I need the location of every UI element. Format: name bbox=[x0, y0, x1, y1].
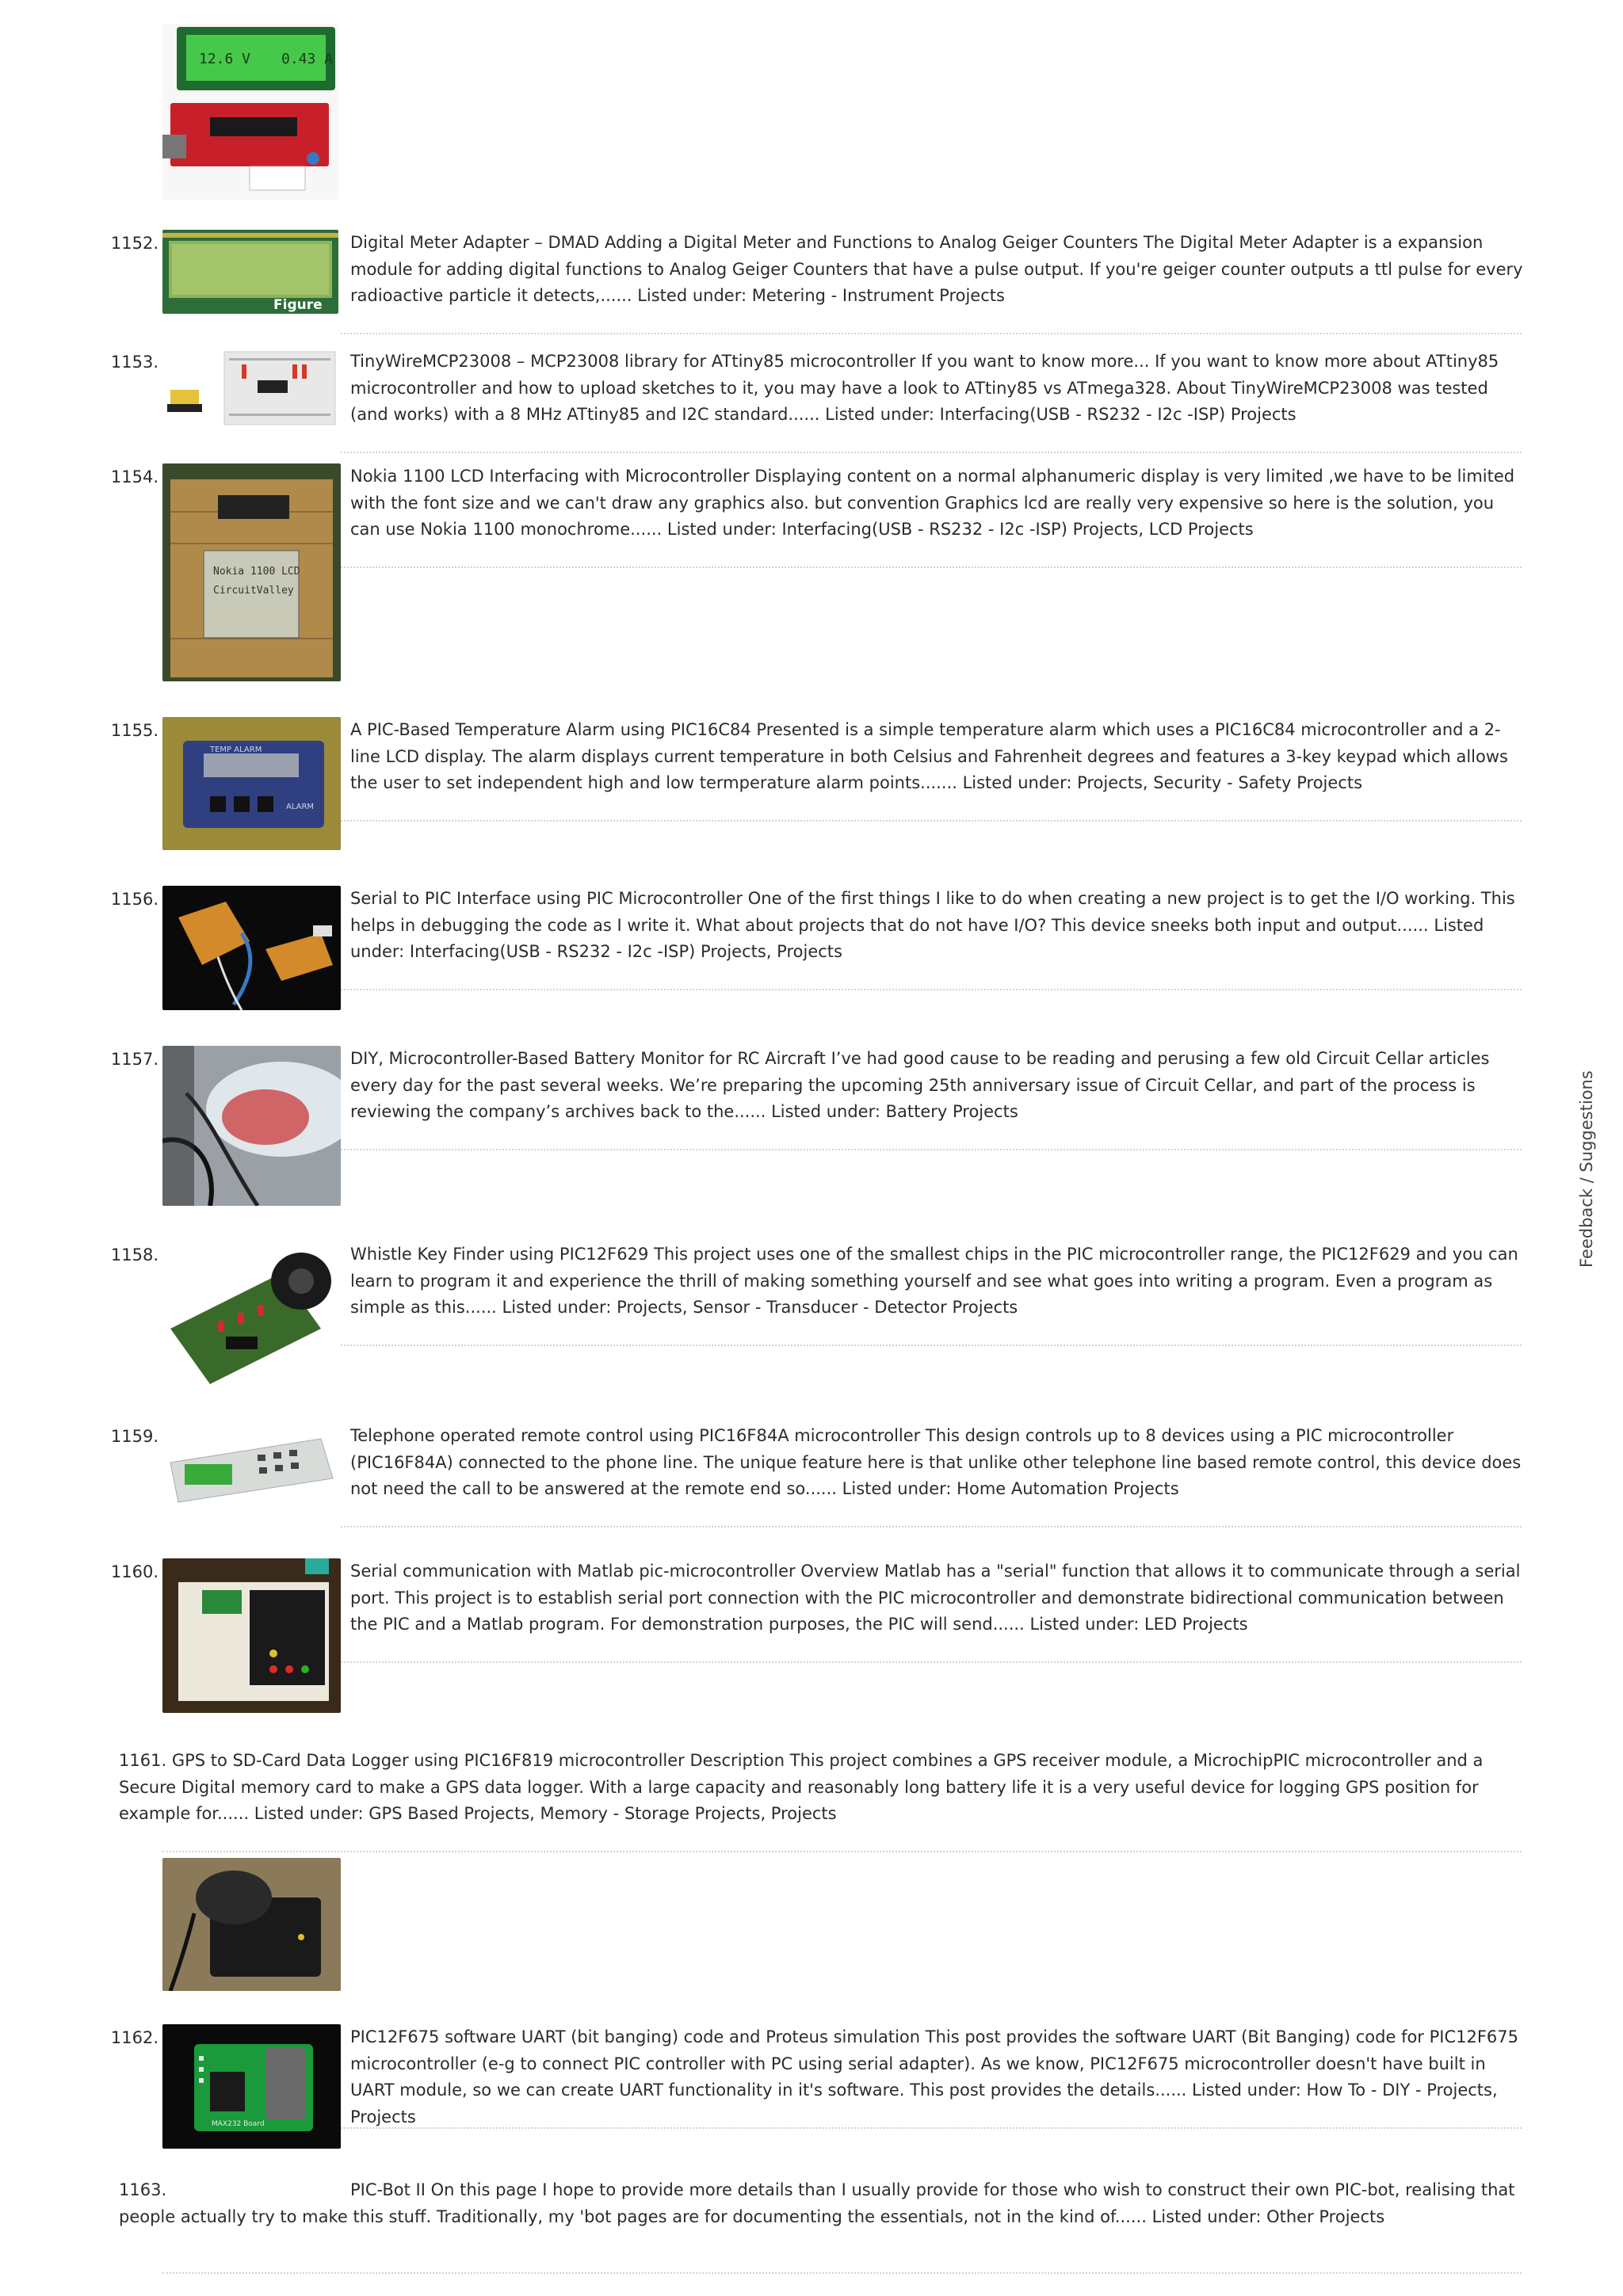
item-number: 1160. bbox=[110, 1562, 158, 1581]
item-description bbox=[350, 1241, 1523, 1322]
item-number: 1156. bbox=[110, 890, 158, 909]
item-number: 1155. bbox=[110, 721, 158, 740]
project-thumbnail[interactable] bbox=[162, 24, 338, 200]
item-description bbox=[350, 230, 1523, 310]
item-category-link[interactable]: Listed under: How To - DIY - Projects, Projects bbox=[350, 2081, 1498, 2126]
item-title-link[interactable]: Whistle Key Finder using PIC12F629 bbox=[350, 1245, 649, 1264]
project-thumbnail[interactable] bbox=[162, 230, 338, 314]
item-title-link[interactable]: PIC12F675 software UART (bit banging) code and Proteus simulation bbox=[350, 2027, 921, 2046]
item-divider bbox=[341, 452, 1522, 453]
project-thumbnail[interactable] bbox=[162, 1423, 341, 1510]
project-thumbnail[interactable] bbox=[162, 1241, 341, 1392]
item-number: 1154. bbox=[110, 467, 158, 486]
item-divider bbox=[341, 989, 1522, 990]
item-excerpt: If you want to know more... If you want to know more about ATtiny85 microcontroller and how to upload sketches to it, you may have a look to ATtiny85 vs ATmega328. About TinyWireMCP23008 was tested (and works) with a 8 MHz ATtiny85 and I2C standard...... bbox=[350, 352, 1499, 424]
project-thumbnail[interactable] bbox=[162, 1858, 341, 1991]
feedback-label[interactable]: Feedback / Suggestions bbox=[1577, 1070, 1596, 1268]
item-number: 1161. bbox=[119, 1751, 167, 1770]
project-thumbnail[interactable] bbox=[162, 1558, 341, 1713]
item-description bbox=[350, 1046, 1523, 1126]
item-excerpt: This post provides the software UART (Bit Banging) code for PIC12F675 microcontroller (e-g to connect PIC controller with PC using serial adapter). As we know, PIC12F675 microcontroller doesn't have built in UART module, so we can create UART functionality in it's software. This post provides the details...... bbox=[350, 2027, 1519, 2100]
item-title-link[interactable]: Telephone operated remote control using PIC16F84A microcontroller bbox=[350, 1426, 921, 1445]
item-number: 1163. bbox=[119, 2180, 167, 2199]
item-title-link[interactable]: GPS to SD-Card Data Logger using PIC16F819 microcontroller bbox=[171, 1751, 685, 1770]
item-divider bbox=[341, 1344, 1522, 1346]
item-category-link[interactable]: Listed under: Projects, Sensor - Transducer - Detector Projects bbox=[502, 1298, 1018, 1317]
item-description bbox=[350, 886, 1523, 966]
item-excerpt: Description This project combines a GPS receiver module, a MicrochipPIC microcontroller and a Secure Digital memory card to make a GPS data logger. With a large capacity and reasonably long battery life it is a very useful device for logging GPS position for example for...... bbox=[119, 1751, 1484, 1823]
item-divider bbox=[341, 1526, 1522, 1527]
item-number: 1162. bbox=[110, 2028, 158, 2047]
image-text: CircuitValley bbox=[213, 585, 294, 597]
item-category-link[interactable]: Listed under: LED Projects bbox=[1029, 1615, 1248, 1634]
item-number: 1157. bbox=[110, 1050, 158, 1069]
item-number: 1158. bbox=[110, 1245, 158, 1264]
item-description bbox=[350, 463, 1523, 543]
item-description bbox=[350, 1423, 1523, 1503]
item-excerpt: Overview Matlab has a "serial" function that allows it to communicate through a serial port. This project is to establish serial port connection with the PIC microcontroller and demonstrate bidirectional communication between the PIC and a Matlab program. For demonstration purposes, the PIC will send...... bbox=[350, 1562, 1521, 1634]
item-category-link[interactable]: Listed under: Projects, Security - Safety Projects bbox=[962, 773, 1363, 792]
item-number: 1159. bbox=[110, 1427, 158, 1446]
item-title-link[interactable]: Nokia 1100 LCD Interfacing with Microcontroller bbox=[350, 467, 750, 486]
item-divider bbox=[341, 1661, 1522, 1663]
item-description bbox=[119, 2177, 1522, 2230]
item-category-link[interactable]: Listed under: Metering - Instrument Projects bbox=[637, 286, 1005, 305]
image-text: Nokia 1100 LCD bbox=[213, 566, 300, 578]
project-thumbnail[interactable] bbox=[162, 717, 341, 850]
image-text: ALARM bbox=[286, 803, 315, 811]
item-title-link[interactable]: Digital Meter Adapter – DMAD bbox=[350, 233, 600, 252]
item-title-link[interactable]: Serial to PIC Interface using PIC Microcontroller bbox=[350, 889, 743, 908]
item-number: 1152. bbox=[110, 234, 158, 253]
item-category-link[interactable]: Listed under: Interfacing(USB - RS232 - I2c -ISP) Projects bbox=[825, 405, 1296, 424]
project-thumbnail[interactable] bbox=[162, 1046, 341, 1206]
item-excerpt: Presented is a simple temperature alarm which uses a PIC16C84 microcontroller and a 2-line LCD display. The alarm displays current temperature in both Celsius and Fahrenheit degrees and features a 3-key keypad which allows the user to set independent high and low termperature alarm points....... bbox=[350, 720, 1508, 792]
item-title-link[interactable]: TinyWireMCP23008 – MCP23008 library for ATtiny85 microcontroller bbox=[350, 352, 916, 371]
item-description bbox=[119, 1748, 1522, 1828]
item-title-link[interactable]: Serial communication with Matlab pic-microcontroller bbox=[350, 1562, 796, 1581]
project-thumbnail[interactable] bbox=[162, 349, 338, 429]
item-divider bbox=[341, 2127, 1522, 2129]
item-excerpt: Displaying content on a normal alphanumeric display is very limited ,we have to be limited with the font size and we can't draw any graphics also. but convention Graphics lcd are really very expensive so here is the solution, you can use Nokia 1100 monochrome...... bbox=[350, 467, 1515, 539]
lcd-current-text: 0.43 A bbox=[281, 51, 334, 67]
item-divider bbox=[341, 566, 1522, 568]
item-title-link[interactable]: DIY, Microcontroller-Based Battery Monitor for RC Aircraft bbox=[350, 1049, 826, 1068]
item-divider bbox=[341, 333, 1522, 334]
item-divider bbox=[341, 1149, 1522, 1150]
project-thumbnail[interactable] bbox=[162, 886, 341, 1010]
item-category-link[interactable]: Listed under: Battery Projects bbox=[771, 1102, 1018, 1121]
item-divider bbox=[341, 820, 1522, 822]
figure-caption: Figure bbox=[273, 297, 323, 313]
lcd-voltage-text: 12.6 V bbox=[199, 51, 251, 67]
item-divider bbox=[162, 1851, 1522, 1852]
item-category-link[interactable]: Listed under: Home Automation Projects bbox=[842, 1479, 1179, 1498]
item-title-link[interactable]: PIC-Bot II bbox=[350, 2180, 426, 2199]
item-number: 1153. bbox=[110, 353, 158, 372]
image-text: MAX232 Board bbox=[212, 2120, 265, 2128]
item-excerpt: Adding a Digital Meter and Functions to Analog Geiger Counters The Digital Meter Adapter is a expansion module for adding digital functions to Analog Geiger Counters that have a pulse output. If you're geiger counter outputs a ttl pulse for every radioactive particle it detects,...... bbox=[350, 233, 1523, 305]
item-description bbox=[350, 2024, 1523, 2130]
project-thumbnail[interactable] bbox=[162, 463, 341, 681]
image-text: TEMP ALARM bbox=[210, 746, 262, 754]
item-category-link[interactable]: Listed under: Interfacing(USB - RS232 - I2c -ISP) Projects, Projects bbox=[350, 915, 1484, 961]
project-thumbnail[interactable] bbox=[162, 2024, 341, 2149]
item-category-link[interactable]: Listed under: GPS Based Projects, Memory - Storage Projects, Projects bbox=[254, 1804, 837, 1823]
item-category-link[interactable]: Listed under: Other Projects bbox=[1151, 2206, 1385, 2226]
item-description bbox=[350, 349, 1523, 429]
item-title-link[interactable]: A PIC-Based Temperature Alarm using PIC16C84 bbox=[350, 720, 751, 739]
item-excerpt: One of the first things I like to do when creating a new project is to get the I/O working. This helps in debugging the code as I write it. What about projects that do not have I/O? This device sneeks both input and output...... bbox=[350, 889, 1515, 935]
item-excerpt: I’ve had good cause to be reading and perusing a few old Circuit Cellar articles every day for the past several weeks. We’re preparing the upcoming 25th anniversary issue of Circuit Cellar, and part of the process is reviewing the company’s archives back to the...... bbox=[350, 1049, 1490, 1121]
item-excerpt: This project uses one of the smallest chips in the PIC microcontroller range, the PIC12F629 and you can learn to program it and experience the thrill of making something yourself and see what goes into writing a program. Even a program as simple as this...... bbox=[350, 1245, 1518, 1317]
item-description bbox=[350, 1558, 1523, 1638]
item-excerpt: On this page I hope to provide more details than I usually provide for those who wish to construct their own PIC-bot, realising that people actually try to make this stuff. Traditionally, my 'bot pages are for documenting the essentials, not in the kind of...... bbox=[119, 2180, 1515, 2226]
item-category-link[interactable]: Listed under: Interfacing(USB - RS232 - I2c -ISP) Projects, LCD Projects bbox=[666, 520, 1254, 539]
item-excerpt: This design controls up to 8 devices using a PIC microcontroller (PIC16F84A) connected to the phone line. The unique feature here is that unlike other telephone line based remote control, this device does not need the call to be answered at the remote end so...... bbox=[350, 1426, 1522, 1498]
item-description bbox=[350, 717, 1523, 797]
item-divider bbox=[162, 2272, 1522, 2274]
